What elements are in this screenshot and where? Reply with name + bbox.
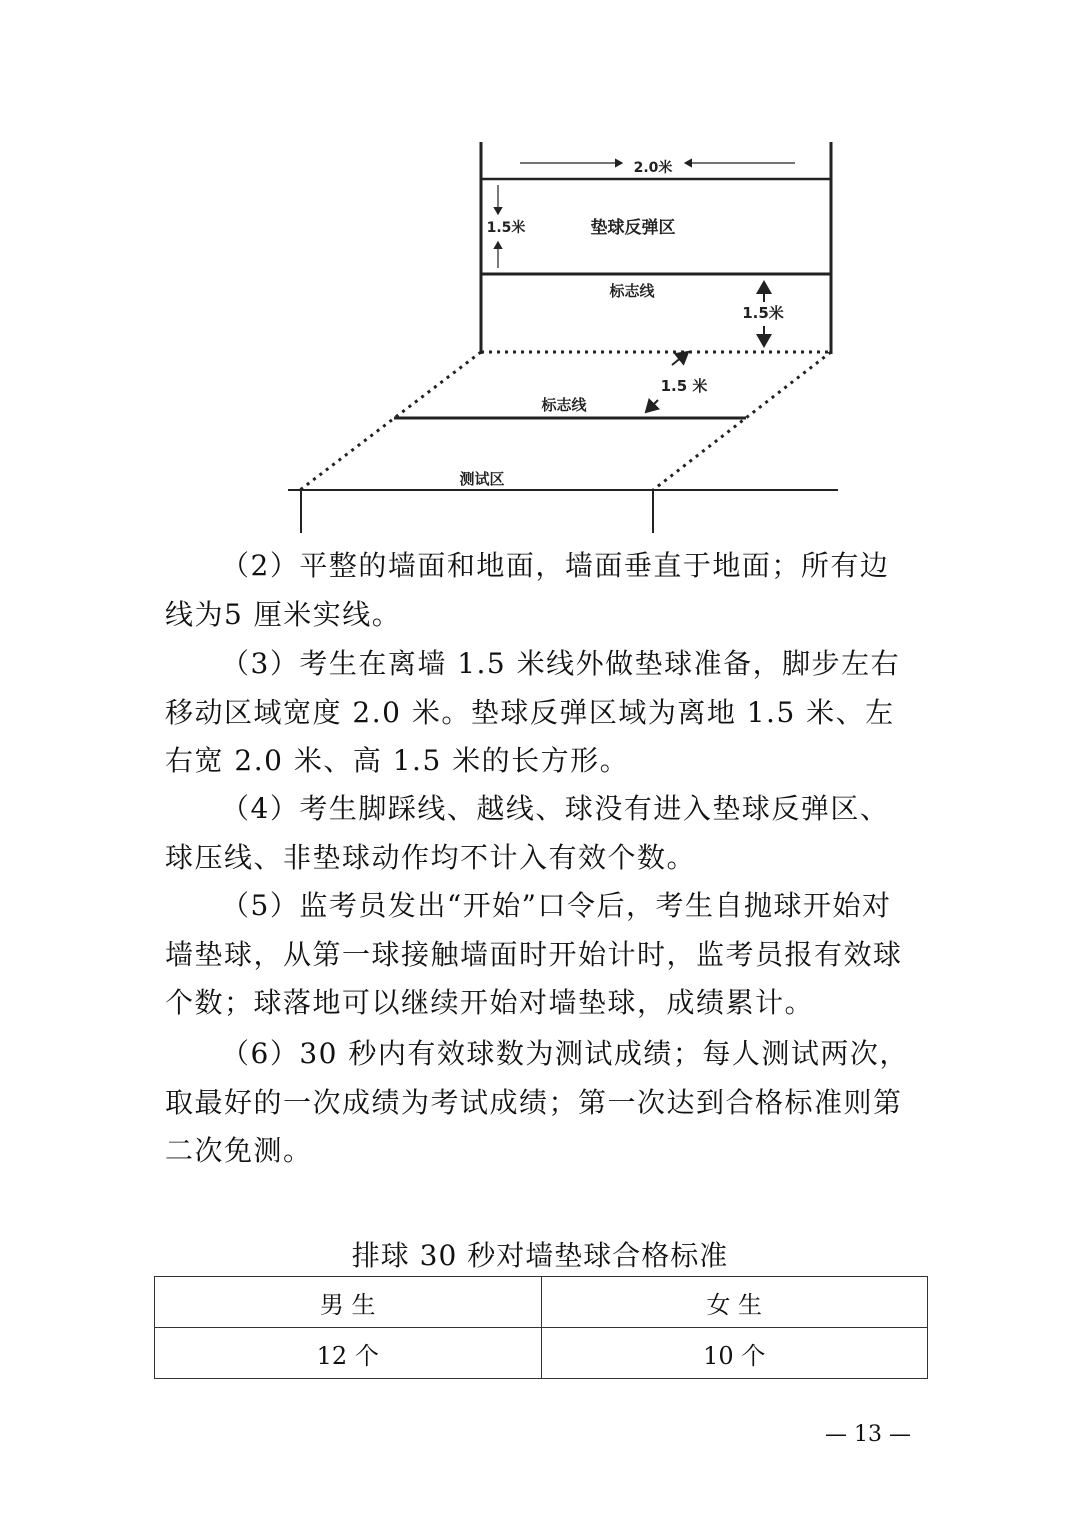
header-male: 男 生 xyxy=(155,1277,542,1328)
floor-distance-label: 1.5 米 xyxy=(660,377,708,395)
paragraph-3: （3）考生在离墙 1.5 米线外做垫球准备，脚步左右移动区域宽度 2.0 米。垫球反弹区域为离地 1.5 米、左右宽 2.0 米、高 1.5 米的长方形。 xyxy=(165,647,901,777)
test-zone-label: 测试区 xyxy=(459,470,505,488)
paragraph-2: （2）平整的墙面和地面，墙面垂直于地面；所有边线为5 厘米实线。 xyxy=(165,549,890,631)
floor-right-edge xyxy=(653,352,831,490)
floor-left-edge xyxy=(300,352,481,490)
paragraph-4: （4）考生脚踩线、越线、球没有进入垫球反弹区、球压线、非垫球动作均不计入有效个数。 xyxy=(165,792,890,874)
value-male: 12 个 xyxy=(155,1328,542,1379)
paragraph-5: （5）监考员发出“开始”口令后，考生自抛球开始对墙垫球，从第一球接触墙面时开始计时，监考员报有效球个数；球落地可以继续开始对墙垫球，成绩累计。 xyxy=(165,889,903,1019)
table-title: 排球 30 秒对墙垫球合格标准 xyxy=(351,1239,729,1272)
value-female: 10 个 xyxy=(541,1328,928,1379)
paragraph-6: （6）30 秒内有效球数为测试成绩；每人测试两次，取最好的一次成绩为考试成绩；第一次达到合格标准则第二次免测。 xyxy=(165,1037,909,1167)
width-label: 2.0米 xyxy=(633,160,673,176)
court-diagram xyxy=(270,130,850,540)
floor-marker-label: 标志线 xyxy=(541,396,587,414)
table-header-row xyxy=(155,1277,928,1328)
height-label: 1.5米 xyxy=(486,220,526,236)
page-number: — 13 — xyxy=(825,1422,911,1447)
standard-table xyxy=(154,1276,928,1379)
wall-marker-label: 标志线 xyxy=(609,282,655,300)
wall-distance-label: 1.5米 xyxy=(742,304,784,322)
zone-label: 垫球反弹区 xyxy=(590,218,676,238)
table-row xyxy=(155,1328,928,1379)
header-female: 女 生 xyxy=(541,1277,928,1328)
